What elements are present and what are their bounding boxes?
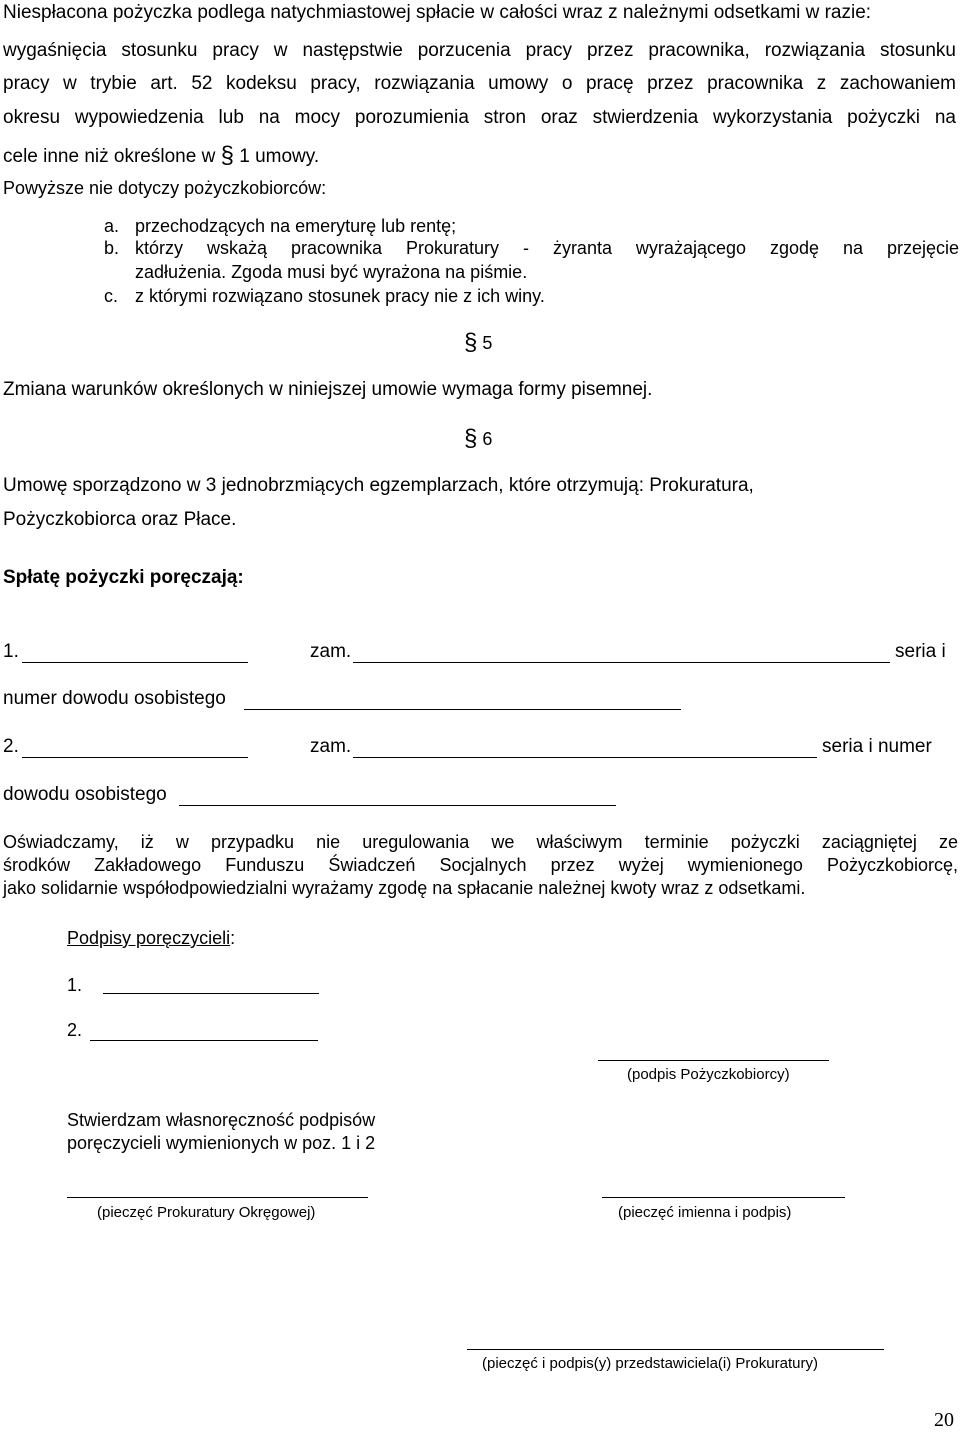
guarantor-1-id-label: numer dowodu osobistego (3, 688, 226, 709)
guarantor-2-seria-label: seria i numer (822, 736, 932, 757)
exemption-item-a-marker: a. (104, 216, 120, 236)
intro-line-5-text: cele inne niż określone w (3, 146, 216, 167)
confirmation-line-2: poręczycieli wymienionych w poz. 1 i 2 (67, 1133, 376, 1153)
exemption-item-b-line-1: którzy wskażą pracownika Prokuratury - żyranta wyrażającego zgodę na przejęcie (135, 238, 959, 258)
page-number: 20 (934, 1409, 954, 1431)
guarantor-2-number: 2. (3, 736, 19, 757)
section-symbol: § (220, 142, 234, 169)
section-5-text: Zmiana warunków określonych w niniejszej umowie wymaga formy pisemnej. (3, 379, 653, 400)
name-stamp-line[interactable] (602, 1197, 845, 1198)
guarantor-2-id-line[interactable] (179, 805, 616, 806)
name-stamp-caption: (pieczęć imienna i podpis) (618, 1204, 792, 1221)
signature-2-number: 2. (67, 1020, 83, 1040)
section-6-symbol: § (464, 425, 478, 452)
representative-stamp-line[interactable] (467, 1349, 884, 1350)
intro-line-3: pracy w trybie art. 52 kodeksu pracy, rozwiązania umowy o pracę przez pracownika z zachowaniem (3, 73, 956, 94)
section-6-heading (464, 424, 492, 452)
guarantor-1-name-line[interactable] (22, 662, 248, 663)
intro-line-4: okresu wypowiedzenia lub na mocy porozumienia stron oraz stwierdzenia wykorzystania pożyczki na (3, 107, 956, 128)
exemption-item-c-marker: c. (104, 286, 119, 306)
declaration-line-3: jako solidarnie współodpowiedzialni wyrażamy zgodę na spłacanie należnej kwoty wraz z odsetkami. (3, 878, 806, 898)
section-6-line-1: Umowę sporządzono w 3 jednobrzmiących egzemplarzach, które otrzymują: Prokuratura, (3, 475, 754, 496)
exemption-heading: Powyższe nie dotyczy pożyczkobiorców: (3, 178, 327, 198)
signatures-heading-colon: : (230, 928, 236, 948)
section-6-line-2: Pożyczkobiorca oraz Płace. (3, 509, 237, 530)
signature-1-number: 1. (67, 975, 83, 995)
intro-line-5 (3, 141, 319, 169)
exemption-item-b-marker: b. (104, 238, 120, 258)
signatures-heading (67, 928, 235, 949)
guarantor-1-number: 1. (3, 641, 19, 662)
guarantor-1-id-line[interactable] (244, 709, 681, 710)
borrower-signature-caption: (podpis Pożyczkobiorcy) (627, 1066, 790, 1083)
section-6-number: 6 (482, 429, 493, 449)
declaration-line-2: środków Zakładowego Funduszu Świadczeń Socjalnych przez wyżej wymienionego Pożyczkobiorcę, (3, 855, 958, 875)
guarantor-2-id-label: dowodu osobistego (3, 784, 167, 805)
section-5-heading (464, 328, 492, 356)
section-5-symbol: § (464, 329, 478, 356)
exemption-item-c: z którymi rozwiązano stosunek pracy nie z ich winy. (135, 286, 545, 306)
confirmation-line-1: Stwierdzam własnoręczność podpisów (67, 1110, 376, 1130)
guarantor-2-name-line[interactable] (22, 757, 248, 758)
intro-line-2: wygaśnięcia stosunku pracy w następstwie porzucenia pracy przez pracownika, rozwiązania stosunku (3, 40, 956, 61)
signature-2-line[interactable] (90, 1040, 318, 1041)
guarantor-2-address-line[interactable] (353, 757, 817, 758)
exemption-item-a: przechodzących na emeryturę lub rentę; (135, 216, 457, 236)
guarantor-1-seria-label: seria i (895, 641, 946, 662)
section-5-number: 5 (482, 333, 493, 353)
intro-line-1: Niespłacona pożyczka podlega natychmiastowej spłacie w całości wraz z należnymi odsetkami w razie: (3, 2, 872, 23)
borrower-signature-line[interactable] (598, 1060, 829, 1061)
signatures-heading-text: Podpisy poręczycieli (67, 928, 231, 948)
signature-1-line[interactable] (103, 993, 319, 994)
intro-line-5-ref: 1 umowy. (239, 146, 320, 167)
guarantor-1-address-line[interactable] (353, 662, 890, 663)
exemption-item-b-line-2: zadłużenia. Zgoda musi być wyrażona na piśmie. (135, 262, 528, 282)
guarantors-heading: Spłatę pożyczki poręczają: (3, 567, 244, 588)
district-stamp-caption: (pieczęć Prokuratury Okręgowej) (97, 1204, 316, 1221)
representative-stamp-caption: (pieczęć i podpis(y) przedstawiciela(i) Prokuratury) (482, 1355, 818, 1372)
declaration-line-1: Oświadczamy, iż w przypadku nie uregulowania we właściwym terminie pożyczki zaciągniętej ze (3, 832, 958, 852)
district-stamp-line[interactable] (67, 1197, 368, 1198)
guarantor-1-zam-label: zam. (310, 641, 352, 662)
guarantor-2-zam-label: zam. (310, 736, 352, 757)
